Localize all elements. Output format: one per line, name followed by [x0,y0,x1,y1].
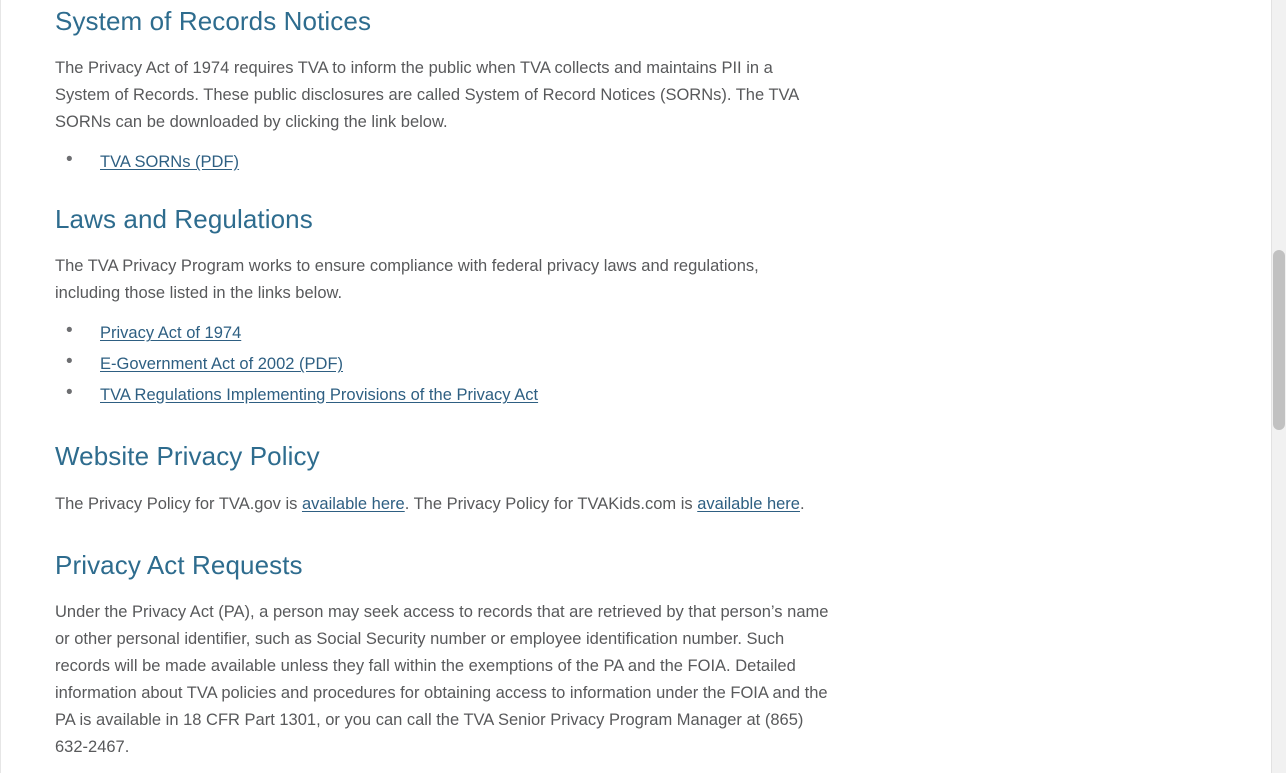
link-tvakids-privacy-policy[interactable]: available here [697,494,800,513]
article-content [55,0,855,775]
link-privacy-act-of-1974[interactable]: Privacy Act of 1974 [100,324,242,343]
section-heading-laws: Laws and Regulations [55,204,313,235]
list-item [55,150,855,174]
section-heading-website-privacy-policy: Website Privacy Policy [55,441,320,472]
scrollbar-thumb[interactable] [1273,250,1285,430]
section-paragraph: The Privacy Act of 1974 requires TVA to inform the public when TVA collects and maintains PII in a System of Records. These public disclosures are called System of Record Notices (SORNs). The TVA SORNs can be downloaded by clicking the link below. [55,59,799,132]
list-item [55,321,855,345]
section-paragraph [55,491,815,518]
page-title: System of Records Notices [55,6,372,36]
list-item [55,352,855,376]
section-laws-and-regulations [55,204,855,407]
text-after-second-link: . [799,494,805,513]
text-between-links: . The Privacy Policy for TVAKids.com is [404,494,698,513]
vertical-scrollbar[interactable] [1271,0,1286,773]
section-privacy-act-requests [55,550,855,761]
link-tva-sorns-pdf[interactable]: TVA SORNs (PDF) [100,153,240,172]
link-e-government-act-of-2002[interactable]: E-Government Act of 2002 (PDF) [100,355,344,374]
section-heading-privacy-act-requests: Privacy Act Requests [55,549,303,580]
section-website-privacy-policy [55,441,855,517]
text-before-first-link: The Privacy Policy for TVA.gov is [55,494,302,513]
laws-link-list [55,321,855,407]
link-tva-regulations-privacy-act[interactable]: TVA Regulations Implementing Provisions of the Privacy Act [100,386,539,405]
section-system-of-records-notices [55,6,855,174]
sorn-link-list [55,150,855,174]
link-tva-gov-privacy-policy[interactable]: available here [301,494,405,513]
list-item [55,383,855,407]
section-paragraph: The TVA Privacy Program works to ensure compliance with federal privacy laws and regulations, including those listed in the links below. [55,257,759,303]
section-paragraph: Under the Privacy Act (PA), a person may seek access to records that are retrieved by that person’s name or other personal identifier, such as Social Security number or employee identification number. Such records will be made available unless they fall within the exemptions of the PA and the FOIA. Detailed information about TVA policies and procedures for obtaining access to information under the FOIA and the PA is available in 18 CFR Part 1301, or you can call the TVA Senior Privacy Program Manager at (865) 632-2467. [55,602,829,756]
page-left-edge [0,0,1,773]
